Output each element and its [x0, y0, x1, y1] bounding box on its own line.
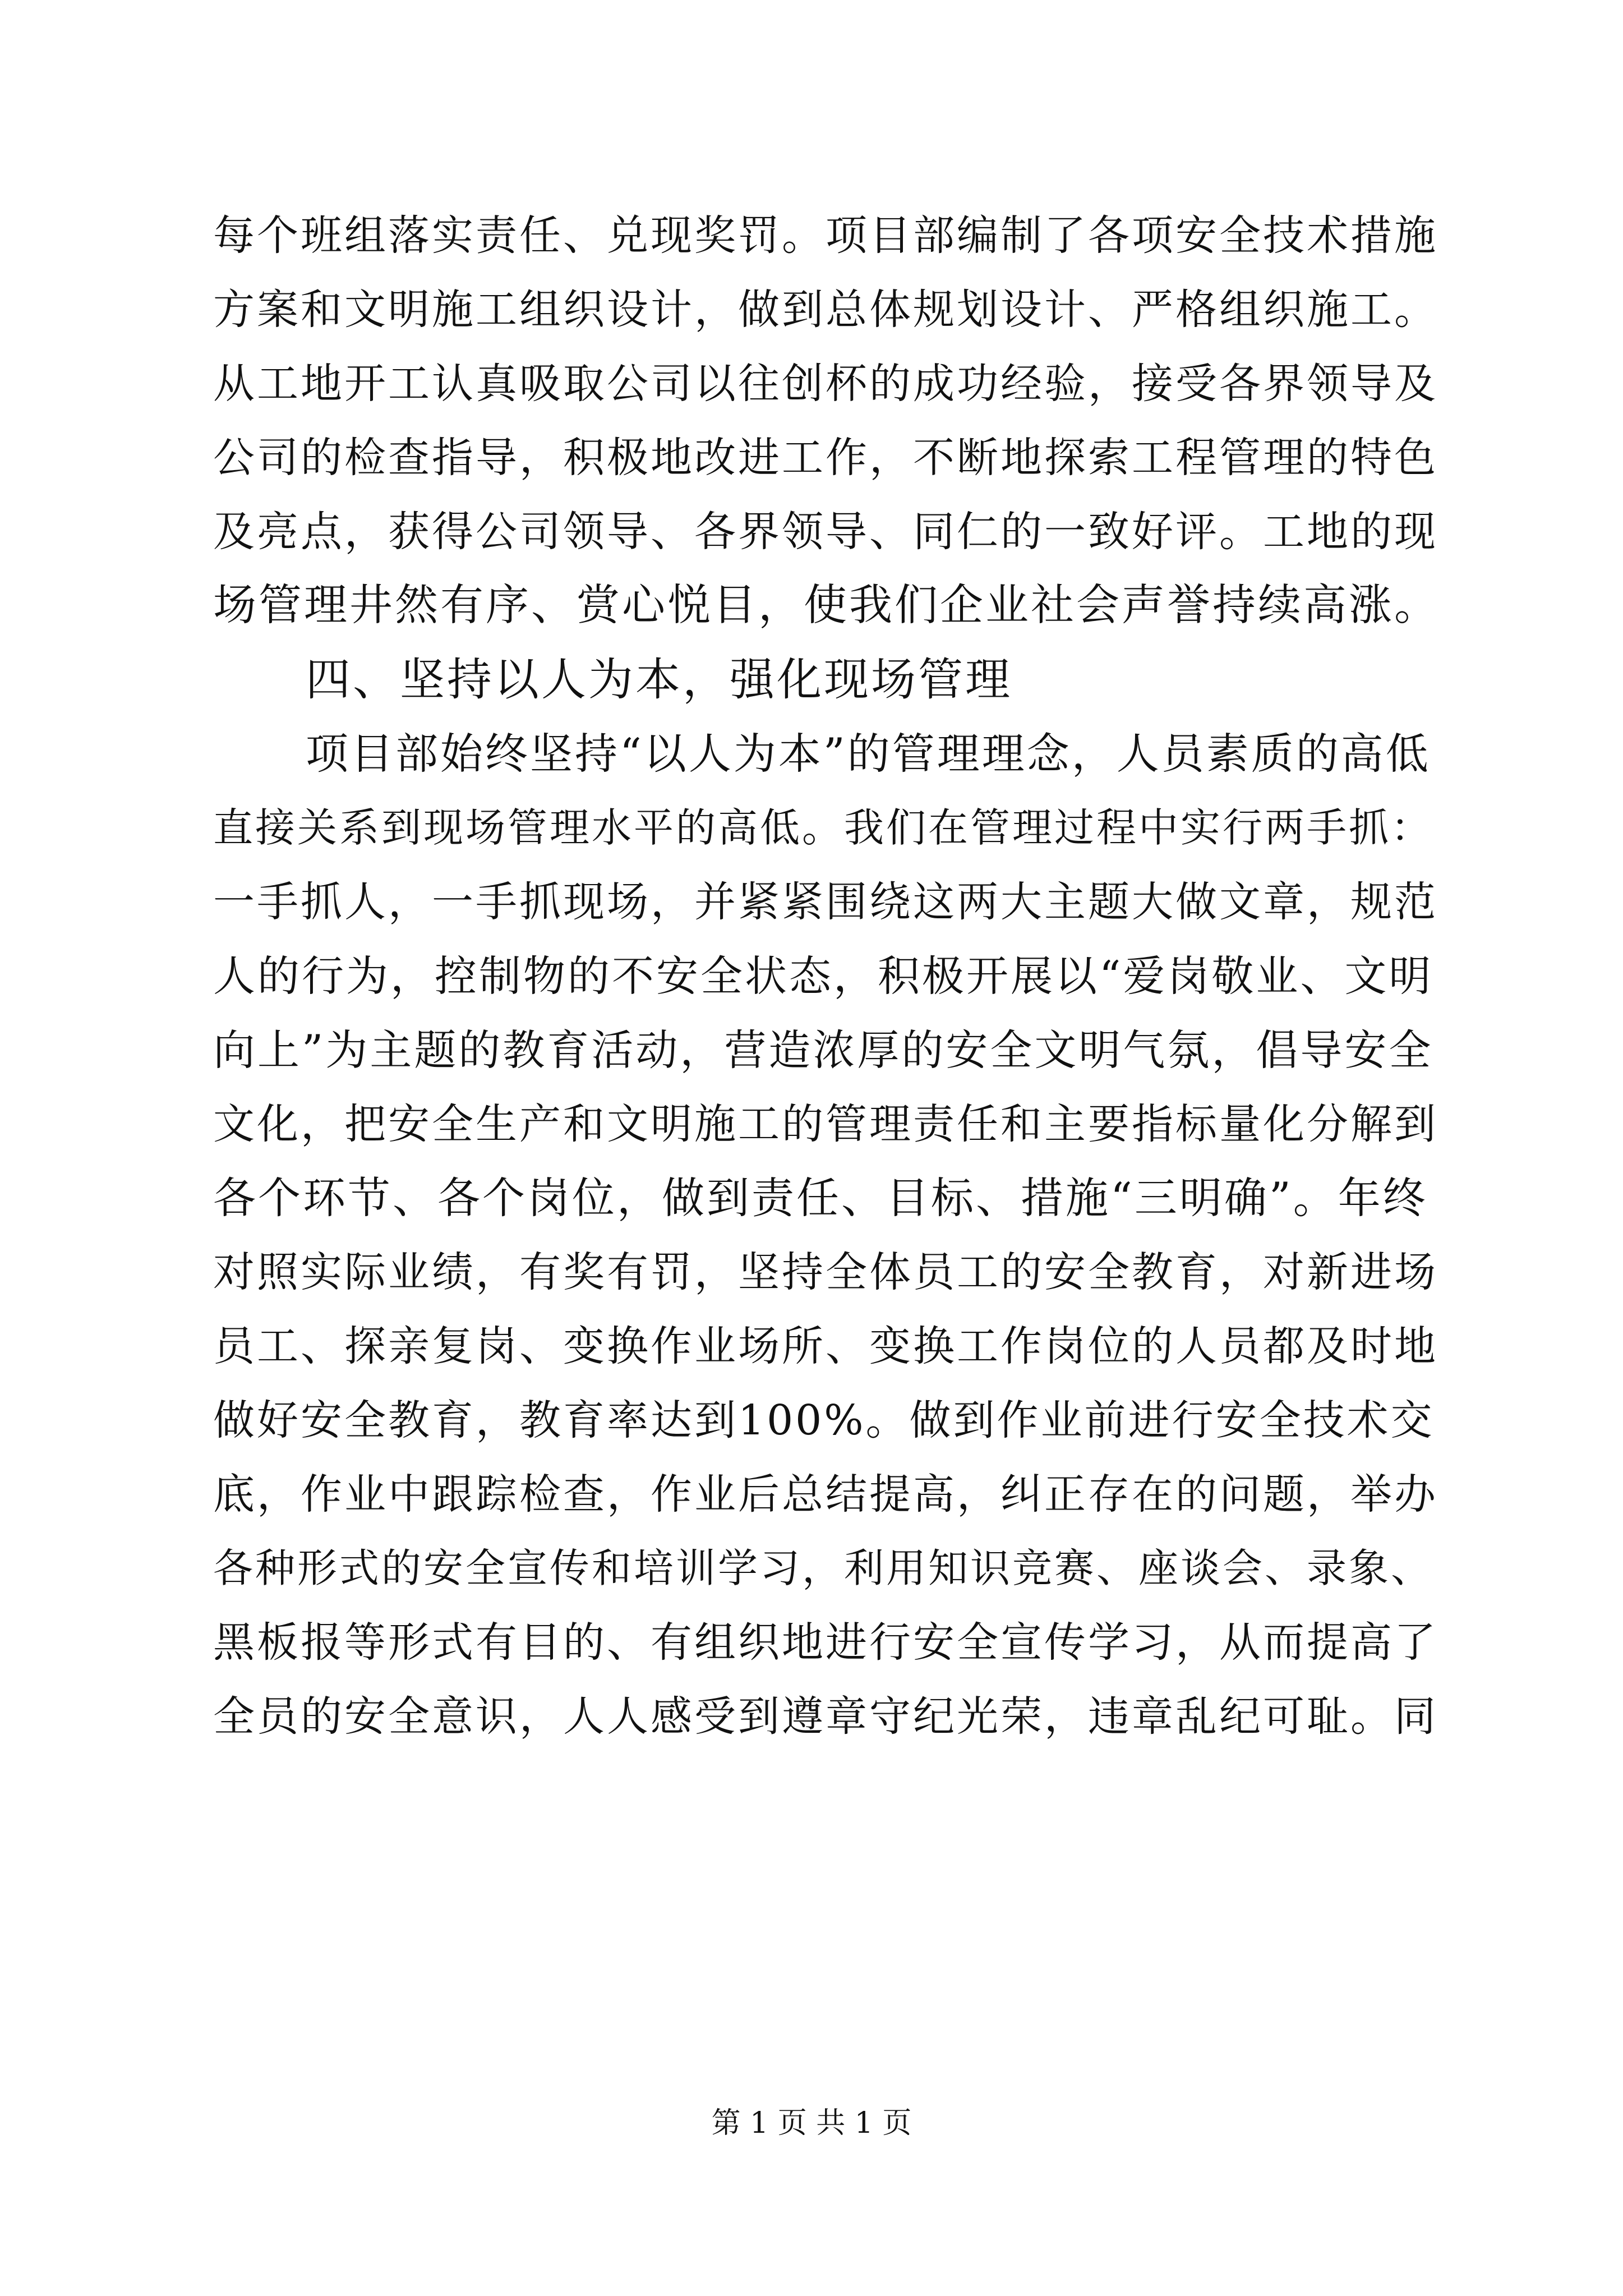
paragraph-line: 文化，把安全生产和文明施工的管理责任和主要指标量化分解到	[213, 1100, 1438, 1148]
page-footer: 第 1 页 共 1 页	[711, 2106, 912, 2140]
paragraph-line: 对照实际业绩，有奖有罚，坚持全体员工的安全教育，对新进场	[213, 1248, 1438, 1296]
paragraph-line: 员工、探亲复岗、变换作业场所、变换工作岗位的人员都及时地	[213, 1322, 1438, 1370]
paragraph-line: 向上”为主题的教育活动，营造浓厚的安全文明气氛，倡导安全	[213, 1025, 1433, 1075]
paragraph-line: 全员的安全意识，人人感受到遵章守纪光荣，违章乱纪可耻。同	[213, 1692, 1438, 1741]
paragraph-line: 公司的检查指导，积极地改进工作，不断地探索工程管理的特色	[213, 434, 1438, 482]
paragraph-line: 底，作业中跟踪检查，作业后总结提高，纠正存在的问题，举办	[213, 1470, 1438, 1519]
paragraph-line: 做好安全教育，教育率达到100%。做到作业前进行安全技术交	[213, 1396, 1435, 1444]
paragraph-line: 一手抓人，一手抓现场，并紧紧围绕这两大主题大做文章，规范	[213, 878, 1438, 926]
paragraph-line: 黑板报等形式有目的、有组织地进行安全宣传学习，从而提高了	[213, 1618, 1438, 1667]
paragraph-line: 从工地开工认真吸取公司以往创杯的成功经验，接受各界领导及	[213, 360, 1438, 408]
paragraph-line: 项目部始终坚持“以人为本”的管理理念，人员素质的高低	[306, 729, 1431, 779]
paragraph-line: 各种形式的安全宣传和培训学习，利用知识竞赛、座谈会、录象、	[213, 1545, 1433, 1591]
paragraph-line: 及亮点，获得公司领导、各界领导、同仁的一致好评。工地的现	[213, 508, 1438, 556]
paragraph-line: 方案和文明施工组织设计，做到总体规划设计、严格组织施工。	[213, 286, 1438, 334]
paragraph-line: 直接关系到现场管理水平的高低。我们在管理过程中实行两手抓：	[213, 804, 1433, 851]
paragraph-line: 场管理井然有序、赏心悦目，使我们企业社会声誉持续高涨。	[213, 581, 1440, 631]
paragraph-line: 各个环节、各个岗位，做到责任、目标、措施“三明确”。年终	[213, 1173, 1428, 1223]
paragraph-line: 人的行为，控制物的不安全状态，积极开展以“爱岗敬业、文明	[213, 951, 1433, 1001]
section-heading: 四、坚持以人为本，强化现场管理	[306, 654, 1012, 706]
paragraph-line: 每个班组落实责任、兑现奖罚。项目部编制了各项安全技术措施	[213, 211, 1438, 260]
